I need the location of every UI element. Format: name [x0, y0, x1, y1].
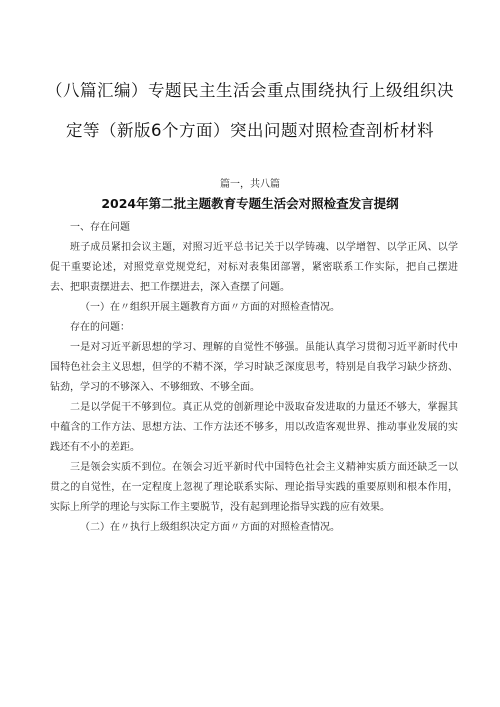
subsection-heading: （一）在〃组织开展主题教育方面〃方面的对照检查情况。: [80, 302, 340, 313]
document-body: [50, 218, 458, 538]
body-paragraph: 二是以学促干不够到位。真正从党的创新理论中汲取奋发进取的力量还不够大，掌握其中蕴含的工作方法、思想方法、工作方法还不够多，用以改造客观世界、推动事业发展的实践还有不小的差距。: [50, 402, 458, 453]
body-paragraph: 班子成员紧扣会议主题，对照习近平总书记关于以学铸魂、以学增智、以学正风、以学促干重要论述，对照党章党规党纪，对标对表集团部署，紧密联系工作实际，把自己摆进去、把职责摆进去、把工作摆进去，深入查摆了问题。: [50, 242, 458, 293]
subsection-heading: （二）在〃执行上级组织决定方面〃方面的对照检查情况。: [80, 522, 340, 533]
section-label: 篇一，共八篇: [220, 179, 280, 190]
document-title-line-2: 定等（新版6个方面）突出问题对照检查剖析材料: [66, 121, 434, 140]
section-subtitle: 2024年第二批主题教育专题生活会对照检查发言提纲: [101, 196, 399, 211]
body-paragraph: 存在的问题：: [70, 322, 130, 333]
body-paragraph: 一是对习近平新思想的学习、理解的自觉性不够强。虽能认真学习贯彻习近平新时代中国特色社会主义思想，但学的不精不深，学习时缺乏深度思考，特别是自我学习缺少挤劲、钻劲，学习的不够深入、不够细致、不够全面。: [50, 342, 458, 393]
body-paragraph: 三是领会实质不到位。在领会习近平新时代中国特色社会主义精神实质方面还缺乏一以贯之的自觉性，在一定程度上忽视了理论联系实际、理论指导实践的重要原则和根本作用，实际上所学的理论与实际工作主要脱节，没有起到理论指导实践的应有效果。: [50, 462, 458, 513]
document-title-line-1: （八篇汇编）专题民主生活会重点围绕执行上级组织决: [46, 81, 454, 100]
heading-existing-problems: 一、存在问题: [70, 222, 130, 233]
